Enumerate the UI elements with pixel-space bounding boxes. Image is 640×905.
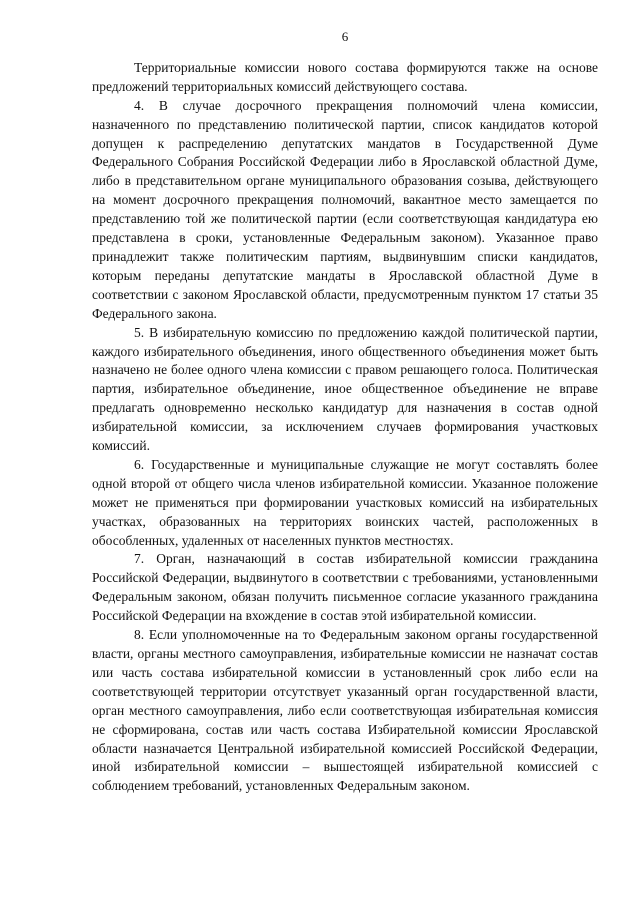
paragraph-territorial-commissions: Территориальные комиссии нового состава формируются также на основе предложений территориальных комиссий действующего состава. xyxy=(92,59,598,94)
document-page xyxy=(92,28,598,796)
paragraph-item-8: 8. Если уполномоченные на то Федеральным законом органы государственной власти, органы местного самоуправления, избирательные комиссии не назначат состав или часть состава избирательной комиссии в установленный срок либо если на соответствующей территории отсутствует указанный орган государственной власти, орган местного самоуправления, либо если соответствующая избирательная комиссия не сформирована, состав или часть состава Избирательной комиссии Ярославской области назначается Центральной избирательной комиссией Российской Федерации, иной избирательной комиссии – вышестоящей избирательной комиссией с соблюдением требований, установленных Федеральным законом. xyxy=(92,627,598,794)
paragraph-item-5: 5. В избирательную комиссию по предложению каждой политической партии, каждого избирательного объединения, иного общественного объединения может быть назначено не более одного члена комиссии с правом решающего голоса. Политическая партия, избирательное объединение, иное общественное объединение не вправе предлагать одновременно несколько кандидатур для назначения в состав одной избирательной комиссии, за исключением случаев формирования участковых комиссий. xyxy=(92,324,598,454)
paragraph-item-7: 7. Орган, назначающий в состав избирательной комиссии гражданина Российской Федерации, выдвинутого в соответствии с требованиями, установленными Федеральным законом, обязан получить письменное согласие указанного гражданина Российской Федерации на вхождение в состав этой избирательной комиссии. xyxy=(92,551,598,624)
page-number: 6 xyxy=(341,29,349,44)
paragraph-item-6: 6. Государственные и муниципальные служащие не могут составлять более одной второй от общего числа членов избирательной комиссии. Указанное положение может не применяться при формировании участковых комиссий на избирательных участках, образованных на территориях воинских частей, расположенных в обособленных, удаленных от населенных пунктов местностях. xyxy=(92,456,598,548)
paragraph-item-4: 4. В случае досрочного прекращения полномочий члена комиссии, назначенного по представлению политической партии, список кандидатов которой допущен к распределению депутатских мандатов в Государственной Думе Федерального Собрания Российской Федерации либо в Ярославской областной Думе, либо в представительном органе муниципального образования созыва, действующего на момент досрочного прекращения полномочий, вакантное место замещается по представлению той же политической партии (если соответствующая кандидатура ею представлена в сроки, установленные Федеральным законом). Указанное право принадлежит также политическим партиям, выдвинувшим списки кандидатов, которым переданы депутатские мандаты в Ярославской областной Думе в соответствии с законом Ярославской области, предусмотренным пунктом 17 статьи 35 Федерального закона. xyxy=(92,97,598,321)
